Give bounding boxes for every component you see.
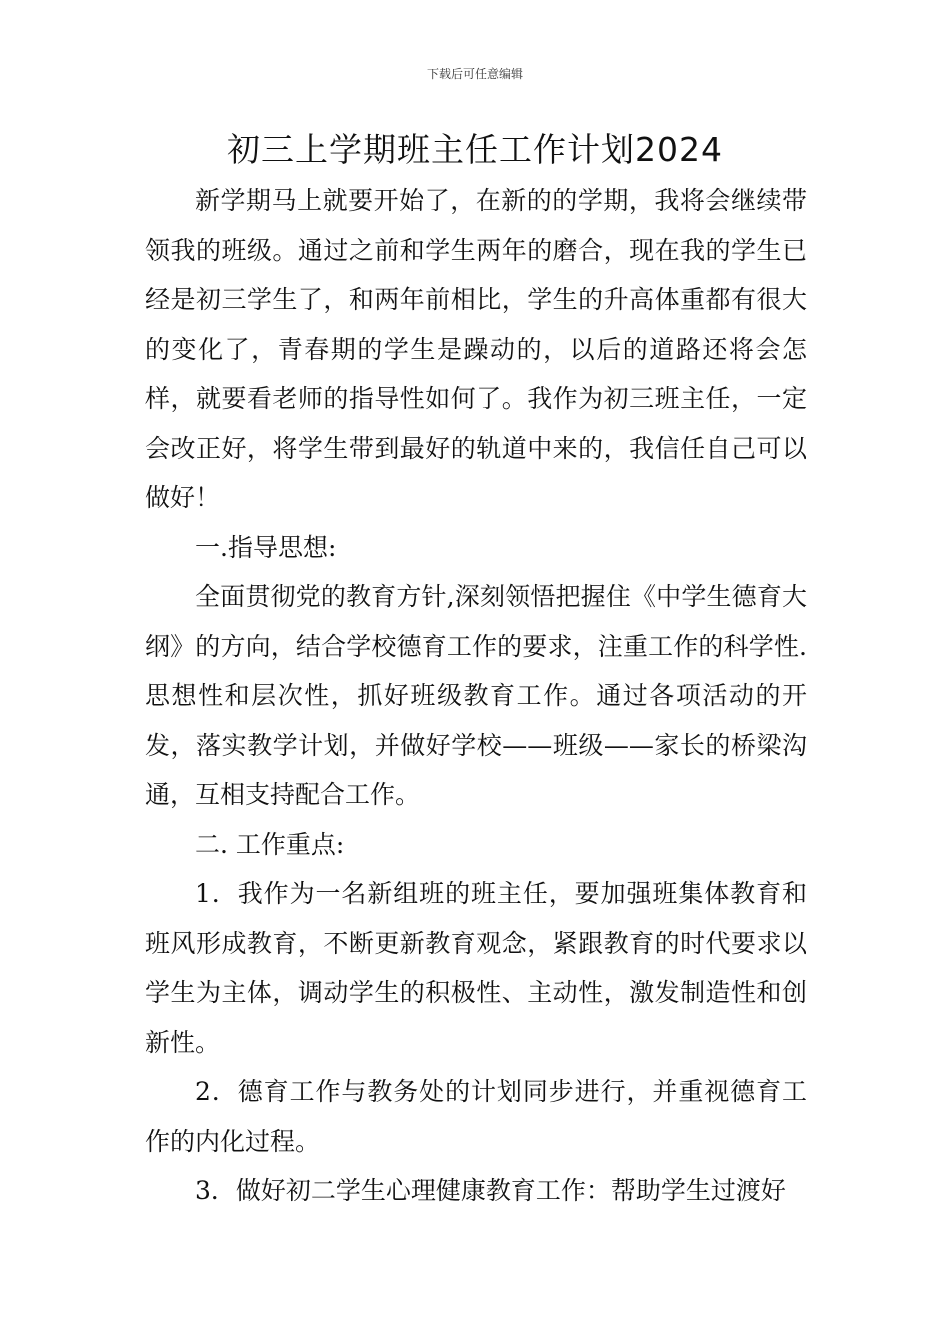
paragraph-item-2: 2．德育工作与教务处的计划同步进行，并重视德育工作的内化过程。 bbox=[145, 1077, 807, 1156]
document-body bbox=[145, 176, 807, 1216]
paragraph-intro: 新学期马上就要开始了，在新的的学期，我将会继续带领我的班级。通过之前和学生两年的磨合，现在我的学生已经是初三学生了，和两年前相比，学生的升高体重都有很大的变化了，青春期的学生是躁动的，以后的道路还将会怎样，就要看老师的指导性如何了。我作为初三班主任，一定会改正好，将学生带到最好的轨道中来的，我信任自己可以做好！ bbox=[145, 186, 807, 512]
document-title: 初三上学期班主任工作计划2024 bbox=[227, 130, 723, 169]
paragraph-item-1: 1．我作为一名新组班的班主任，要加强班集体教育和班风形成教育，不断更新教育观念，紧跟教育的时代要求以学生为主体，调动学生的积极性、主动性，激发制造性和创新性。 bbox=[145, 879, 807, 1057]
heading-work-focus: 二. 工作重点: bbox=[195, 829, 345, 859]
paragraph-guiding-ideology: 全面贯彻党的教育方针,深刻领悟把握住《中学生德育大纲》的方向，结合学校德育工作的要求，注重工作的科学性.思想性和层次性，抓好班级教育工作。通过各项活动的开发，落实教学计划，并做好学校——班级——家长的桥梁沟通，互相支持配合工作。 bbox=[145, 582, 807, 809]
heading-guiding-ideology: 一.指导思想: bbox=[195, 532, 337, 562]
paragraph-item-3: 3．做好初二学生心理健康教育工作：帮助学生过渡好 bbox=[195, 1176, 786, 1205]
header-note: 下载后可任意编辑 bbox=[426, 67, 523, 81]
